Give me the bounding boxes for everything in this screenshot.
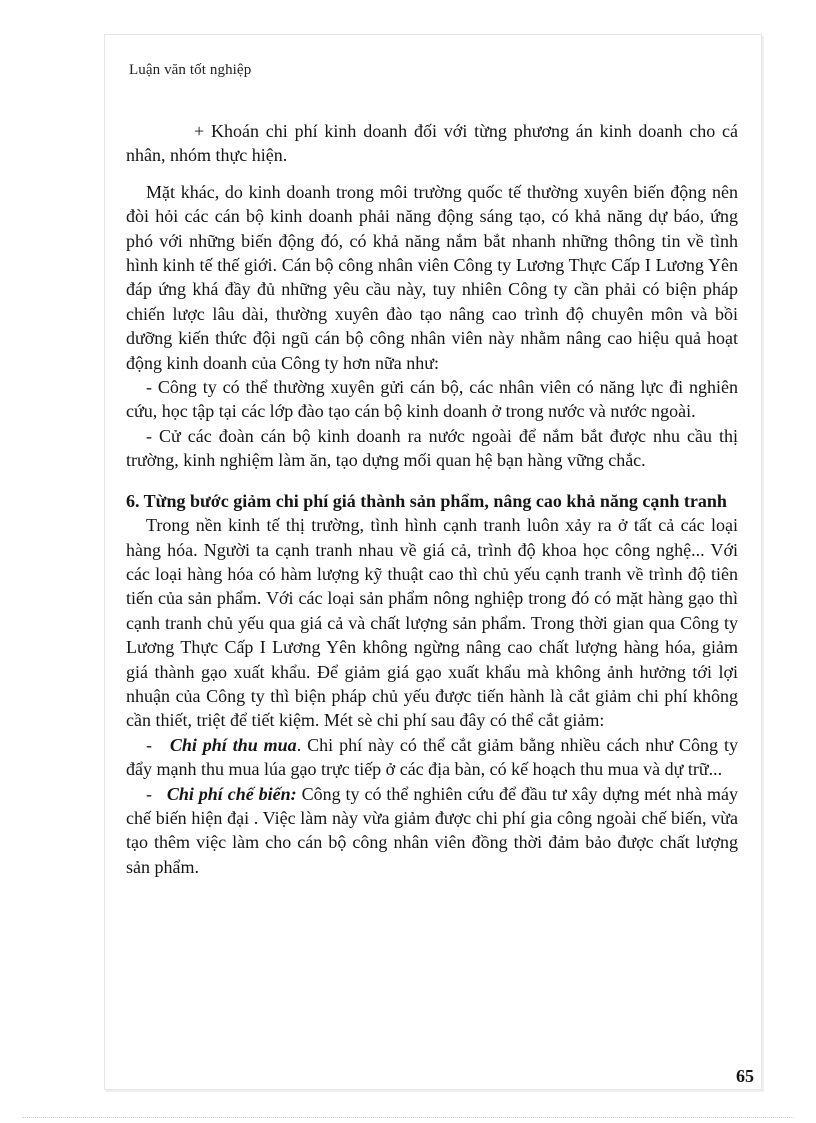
running-header: Luận văn tốt nghiệp bbox=[129, 62, 252, 78]
section-heading: 6. Từng bước giảm chi phí giá thành sản phẩm, nâng cao khả năng cạnh tranh bbox=[126, 490, 727, 511]
paragraph-1: Mặt khác, do kinh doanh trong môi trường quốc tế thường xuyên biến động nên đòi hỏi các cán bộ kinh doanh phải năng động sáng tạo, có khả năng dự báo, ứng phó với những biến động đó, có khả năng nắm bắt nhanh những thông tin về tình hình kinh tế thế giới. Cán bộ công nhân viên Công ty Lương Thực Cấp I Lương Yên đáp ứng khá đầy đủ những yêu cầu này, tuy nhiên Công ty cần phải có biện pháp chiến lược lâu dài, thường xuyên đào tạo nâng cao trình độ chuyên môn và bồi dưỡng kiến thức đội ngũ cán bộ công nhân viên này nhằm nâng cao hiệu quả hoạt động kinh doanh của Công ty hơn nữa như: bbox=[126, 181, 738, 373]
cost-item-term: Chi phí thu mua bbox=[169, 734, 297, 755]
cost-item-purchase bbox=[126, 733, 738, 782]
cost-item-term: Chi phí chế biến: bbox=[166, 783, 297, 804]
cost-item-dash: - bbox=[146, 734, 152, 755]
body-text bbox=[126, 119, 738, 879]
cost-item-text: . Chi phí này có thể cắt giảm bằng nhiều cách như Công ty đẩy mạnh thu mua lúa gạo trực tiếp ở các địa bàn, có kế hoạch thu mua và dự trữ... bbox=[126, 734, 738, 780]
bottom-dotted-rule bbox=[22, 1117, 794, 1118]
dash-item-1: - Công ty có thể thường xuyên gửi cán bộ, các nhân viên có năng lực đi nghiên cứu, học tập tại các lớp đào tạo cán bộ kinh doanh ở trong nước và nước ngoài. bbox=[126, 377, 738, 422]
dash-item-2: - Cử các đoàn cán bộ kinh doanh ra nước ngoài để nắm bắt được nhu cầu thị trường, kinh nghiệm làm ăn, tạo dựng mối quan hệ bạn hàng vững chắc. bbox=[126, 425, 738, 471]
cost-item-processing bbox=[126, 782, 738, 880]
cost-item-text: Công ty có thể nghiên cứu để đầu tư xây dựng mét nhà máy chế biến hiện đại . Việc làm này vừa giảm được chi phí gia công ngoài chế biến, vừa tạo thêm việc làm cho cán bộ công nhân viên đồng thời đảm bảo được chất lượng sản phẩm. bbox=[126, 783, 739, 877]
cost-item-dash: - bbox=[146, 783, 152, 804]
paragraph-2: Trong nền kinh tế thị trường, tình hình cạnh tranh luôn xảy ra ở tất cả các loại hàng hóa. Người ta cạnh tranh nhau về giá cả, trình độ khoa học công nghệ... Với các loại hàng hóa có hàm lượng kỹ thuật cao thì chủ yếu cạnh tranh về trình độ tiên tiến của sản phẩm. Với các loại sản phẩm nông nghiệp trong đó có mặt hàng gạo thì cạnh tranh chủ yếu qua giá cả và chất lượng sản phẩm. Trong thời gian qua Công ty Lương Thực Cấp I Lương Yên không ngừng nâng cao chất lượng hàng hóa, giảm giá thành gạo xuất khẩu. Để giảm giá gạo xuất khẩu mà không ảnh hưởng tới lợi nhuận của Công ty thì biện pháp chủ yếu được tiến hành là cắt giảm chi phí không cần thiết, triệt để tiết kiệm. Mét sè chi phí sau đây có thể cắt giảm: bbox=[126, 515, 738, 731]
page-number: 65 bbox=[736, 1066, 754, 1086]
plus-item: + Khoán chi phí kinh doanh đối với từng phương án kinh doanh cho cá nhân, nhóm thực hiện. bbox=[126, 121, 738, 166]
